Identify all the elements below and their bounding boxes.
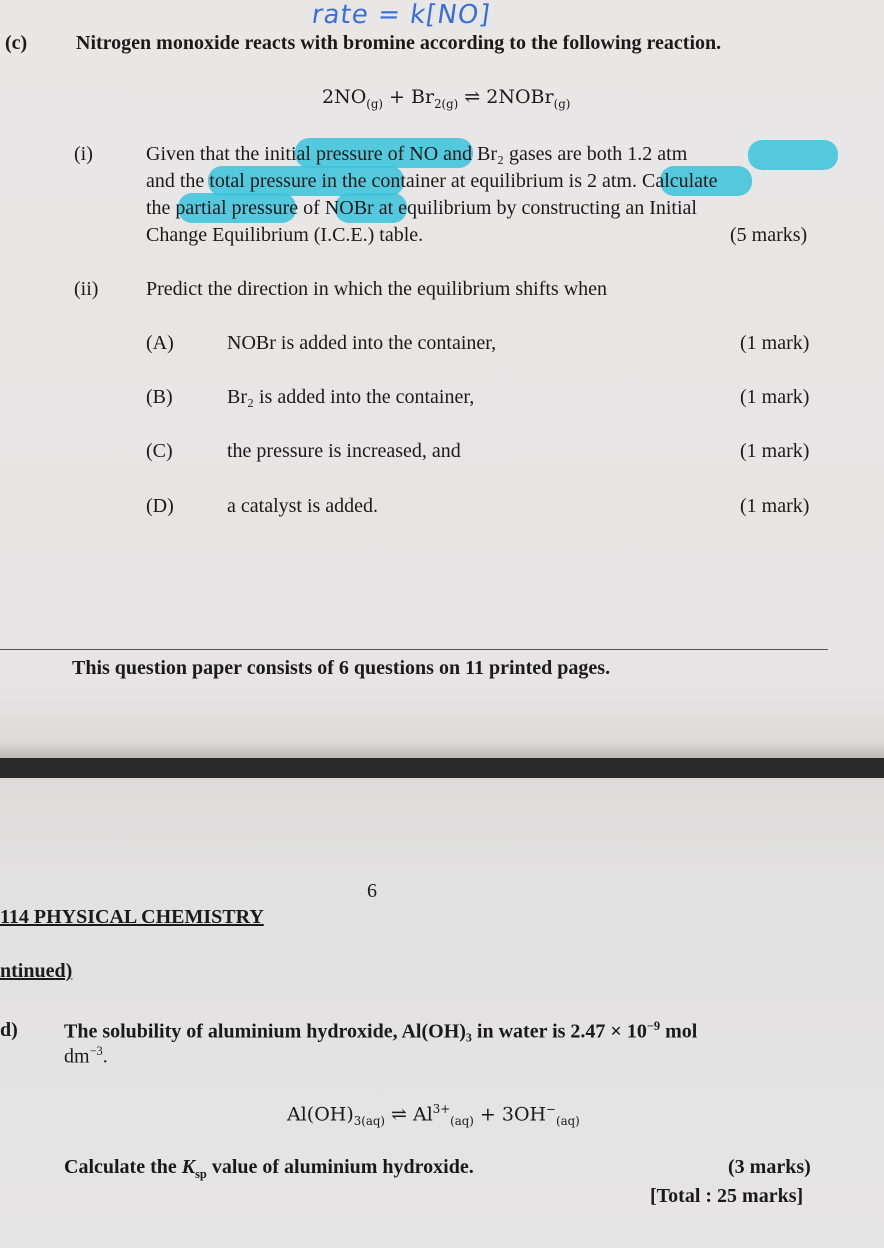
part-i-line-3: the partial pressure of NOBr at equilibrium by constructing an Initial [146, 197, 697, 219]
part-c-label: (c) [5, 32, 28, 54]
footer-note: This question paper consists of 6 questions on 11 printed pages. [72, 657, 611, 679]
item-d-text: a catalyst is added. [227, 495, 379, 517]
course-heading: 114 PHYSICAL CHEMISTRY [0, 906, 264, 928]
item-d-label: (D) [146, 495, 174, 517]
part-d-question: Calculate the $K_{sp}$ value of aluminium hydroxide. [64, 1156, 474, 1181]
item-b-marks: (1 mark) [740, 386, 810, 408]
item-d-marks: (1 mark) [740, 495, 810, 517]
part-i-line-4: Change Equilibrium (I.C.E.) table. [146, 224, 424, 246]
page-edge-shadow [0, 742, 884, 758]
part-d-marks: (3 marks) [728, 1156, 811, 1178]
item-b-label: (B) [146, 386, 173, 408]
part-c-intro: Nitrogen monoxide reacts with bromine according to the following reaction. [76, 32, 722, 54]
item-c-label: (C) [146, 440, 173, 462]
page-number: 6 [367, 880, 377, 902]
part-ii-prompt: Predict the direction in which the equilibrium shifts when [146, 278, 608, 300]
item-a-label: (A) [146, 332, 174, 354]
item-b-text: Br₂ is added into the container, [227, 386, 475, 408]
part-d-line-1: The solubility of aluminium hydroxide, Al(OH)₃ in water is $2.47 \times 10^{-9}$ mol [64, 1019, 698, 1043]
part-i-label: (i) [74, 143, 93, 165]
item-c-marks: (1 mark) [740, 440, 810, 462]
part-i-marks: (5 marks) [730, 224, 808, 246]
solubility-equation: $Al(OH)_{3(aq)}$ ⇌ $Al^{3+}_{(aq)} + 3OH^-_{(aq)}$ [287, 1102, 580, 1129]
item-a-text: NOBr is added into the container, [227, 332, 497, 354]
item-a-marks: (1 mark) [740, 332, 810, 354]
part-ii-label: (ii) [74, 278, 99, 300]
page-gap-bar [0, 758, 884, 778]
total-marks: [Total : 25 marks] [650, 1185, 804, 1207]
part-d-label: d) [0, 1019, 18, 1041]
part-i-line-1: Given that the initial pressure of NO and Br₂ gases are both 1.2 atm [146, 143, 688, 165]
part-d-line-2: $dm^{-3}$. [64, 1044, 108, 1068]
footer-rule [0, 649, 828, 650]
part-i-line-2: and the total pressure in the container at equilibrium is 2 atm. Calculate [146, 170, 718, 192]
handwritten-note: rate = k[NO] [309, 0, 493, 30]
reaction-equation: $2NO_{(g)} + Br_{2(g)}$ ⇌ 2NOBr$_{(g)}$ [322, 86, 571, 111]
highlight-1-2-atm [748, 140, 838, 170]
continued-label: ntinued) [0, 960, 73, 982]
item-c-text: the pressure is increased, and [227, 440, 461, 462]
